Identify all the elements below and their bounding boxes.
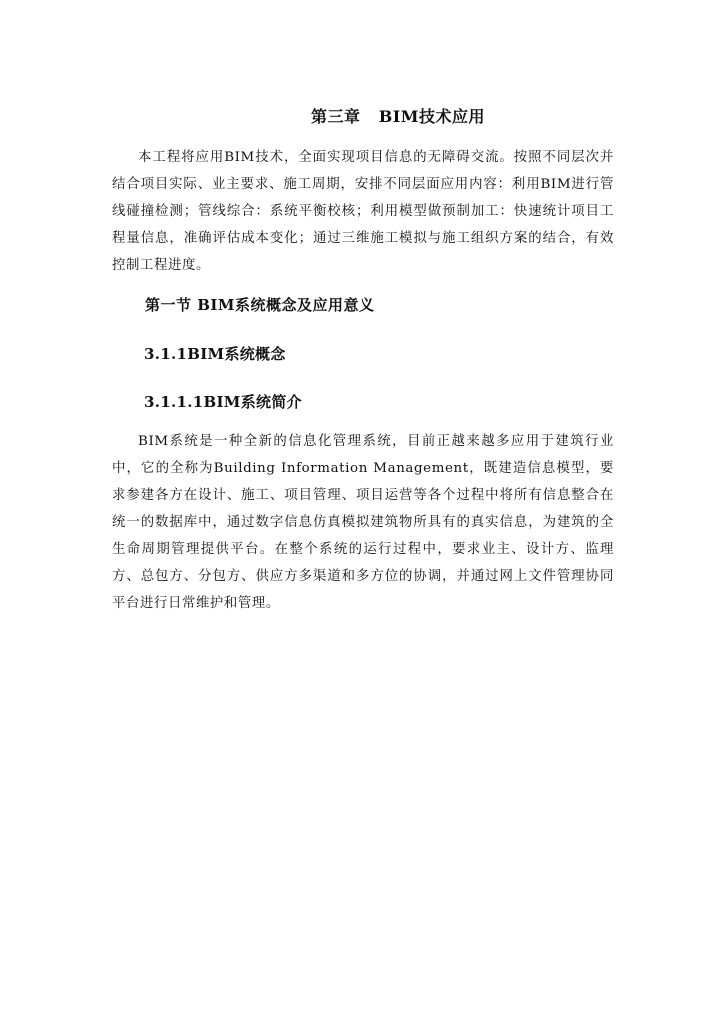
body-paragraph: BIM系统是一种全新的信息化管理系统，目前正越来越多应用于建筑行业中，它的全称为Building Information Management，既建造信息模型，要求参建各方在设计、施工、项目管理、项目运营等各个过程中将所有信息整合在统一的数据库中，通过数字信息仿真模拟建筑物所具有的真实信息，为建筑的全生命周期管理提供平台。在整个系统的运行过程中，要求业主、设计方、监理方、总包方、分包方、供应方多渠道和多方位的协调，并通过网上文件管理协同平台进行日常维护和管理。	[112, 434, 614, 611]
subsection-title-concept: 3.1.1BIM系统概念	[144, 345, 286, 363]
section-title: 第一节 BIM系统概念及应用意义	[145, 296, 375, 314]
intro-paragraph: 本工程将应用BIM技术，全面实现项目信息的无障碍交流。按照不同层次并结合项目实际、业主要求、施工周期，安排不同层面应用内容：利用BIM进行管线碰撞检测；管线综合：系统平衡校核；利用模型做预制加工：快速统计项目工程量信息，准确评估成本变化；通过三维施工模拟与施工组织方案的结合，有效控制工程进度。	[112, 150, 614, 273]
chapter-title: 第三章 BIM技术应用	[311, 107, 485, 126]
subsection-title-intro: 3.1.1.1BIM系统简介	[144, 393, 302, 411]
